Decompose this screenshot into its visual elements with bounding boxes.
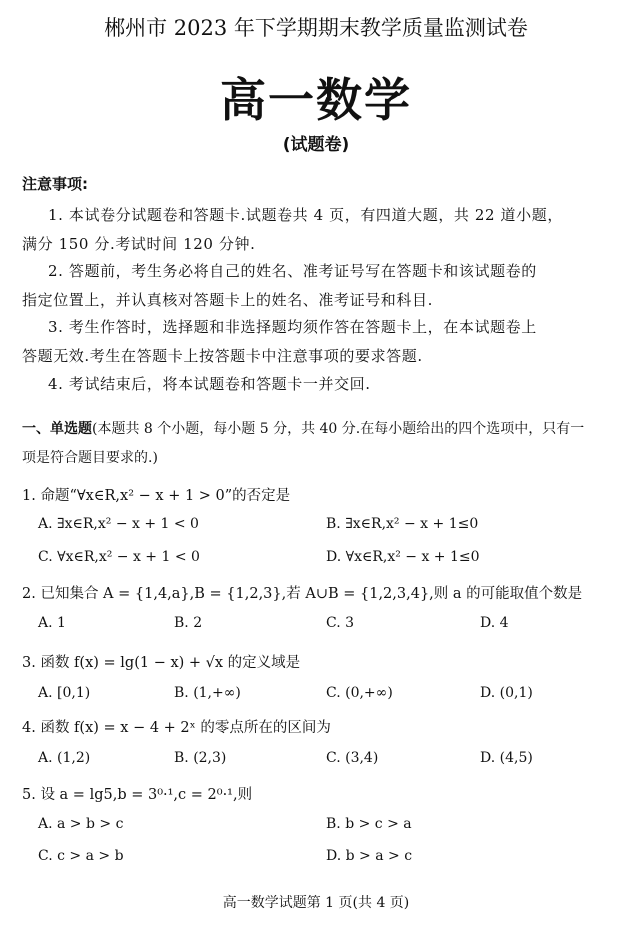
- question-stem: 3. 函数 f(x) = lg(1 − x) + √x 的定义域是: [22, 655, 301, 671]
- option-d: D. 4: [480, 615, 509, 631]
- option-b: B. ∃x∈R,x² − x + 1≤0: [326, 516, 479, 532]
- option-a: A. a > b > c: [38, 816, 124, 832]
- option-a: A. [0,1): [38, 685, 91, 701]
- option-b: B. 2: [174, 615, 203, 631]
- notice-line: 3. 考生作答时，选择题和非选择题均须作答在答题卡上，在本试题卷上: [48, 318, 537, 336]
- option-b: B. (2,3): [174, 750, 227, 766]
- page-footer: 高一数学试题第 1 页(共 4 页): [222, 895, 410, 911]
- notice-line: 满分 150 分.考试时间 120 分钟.: [22, 235, 256, 253]
- notice-line: 1. 本试卷分试题卷和答题卡.试题卷共 4 页，有四道大题，共 22 道小题，: [48, 206, 563, 224]
- option-c: C. c > a > b: [38, 848, 124, 864]
- option-a: A. 1: [38, 615, 66, 631]
- option-d: D. b > a > c: [326, 848, 413, 864]
- exam-title: 郴州市 2023 年下学期期末教学质量监测试卷: [104, 16, 528, 40]
- option-d: D. (0,1): [480, 685, 533, 701]
- question-stem: 1. 命题“∀x∈R,x² − x + 1 > 0”的否定是: [22, 488, 291, 504]
- section-desc: (本题共 8 个小题，每小题 5 分，共 40 分.在每小题给出的四个选项中，只有一: [92, 421, 585, 437]
- notice-line: 答题无效.考生在答题卡上按答题卡中注意事项的要求答题.: [22, 347, 423, 365]
- notice-heading: 注意事项:: [22, 175, 88, 193]
- option-a: A. ∃x∈R,x² − x + 1 < 0: [38, 516, 199, 532]
- question-stem: 2. 已知集合 A = {1,4,a},B = {1,2,3},若 A∪B = {1,2,3,4},则 a 的可能取值个数是: [22, 586, 583, 602]
- option-d: D. (4,5): [480, 750, 533, 766]
- section-title: 一、单选题: [22, 421, 92, 437]
- section-desc-cont: 项是符合题目要求的.): [22, 450, 158, 466]
- paper-type-label: (试题卷): [282, 135, 350, 155]
- question-stem: 5. 设 a = lg5,b = 3⁰·¹,c = 2⁰·¹,则: [22, 787, 253, 803]
- option-c: C. ∀x∈R,x² − x + 1 < 0: [38, 549, 200, 565]
- option-a: A. (1,2): [38, 750, 91, 766]
- section-heading: [22, 418, 584, 438]
- option-c: C. (0,+∞): [326, 685, 393, 701]
- option-d: D. ∀x∈R,x² − x + 1≤0: [326, 549, 480, 565]
- subject-title: 高一数学: [220, 73, 412, 127]
- notice-line: 指定位置上，并认真核对答题卡上的姓名、准考证号和科目.: [22, 291, 433, 309]
- option-b: B. (1,+∞): [174, 685, 241, 701]
- question-stem: 4. 函数 f(x) = x − 4 + 2ˣ 的零点所在的区间为: [22, 720, 331, 736]
- option-c: C. 3: [326, 615, 355, 631]
- option-b: B. b > c > a: [326, 816, 412, 832]
- option-c: C. (3,4): [326, 750, 379, 766]
- notice-line: 2. 答题前，考生务必将自己的姓名、准考证号写在答题卡和该试题卷的: [48, 262, 537, 280]
- notice-line: 4. 考试结束后，将本试题卷和答题卡一并交回.: [48, 375, 371, 393]
